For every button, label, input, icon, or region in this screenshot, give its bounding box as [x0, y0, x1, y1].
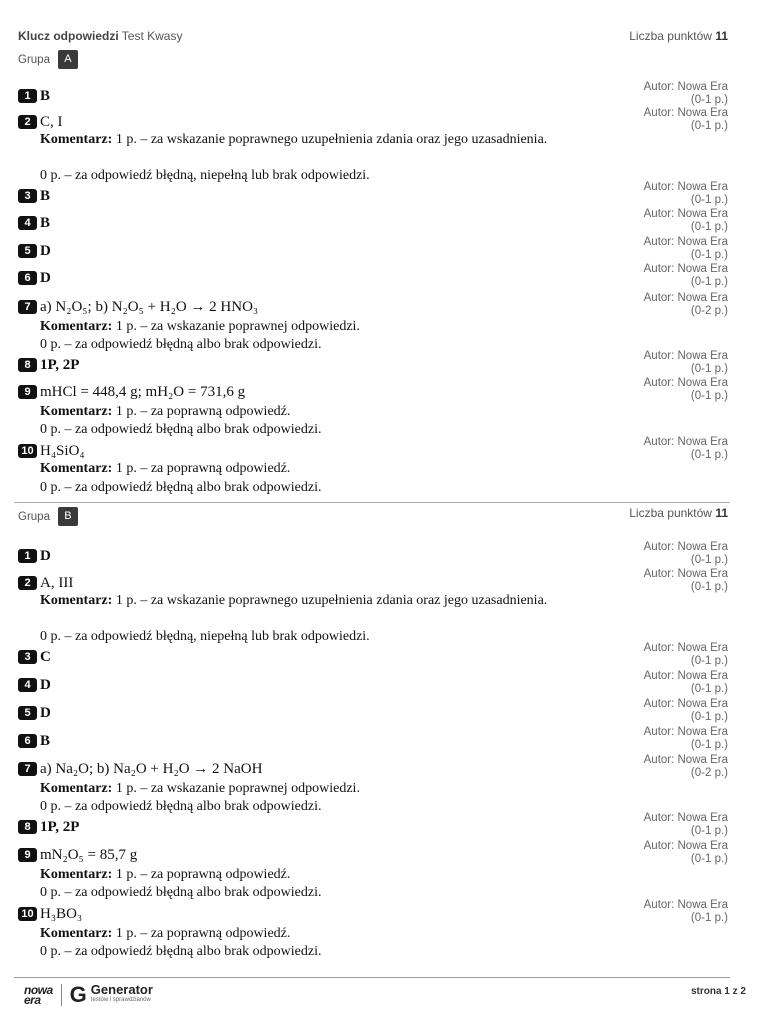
comment: Komentarz: 1 p. – za wskazanie poprawnej odpowiedzi. — [40, 319, 360, 334]
group-label: Grupa B — [18, 507, 728, 526]
question-meta: Autor: Nowa Era (0-1 p.) — [643, 436, 728, 461]
question-number: 6 — [18, 271, 37, 285]
group-badge: B — [58, 507, 78, 526]
answer: B — [40, 88, 51, 104]
question-number: 4 — [18, 678, 37, 692]
question-number: 9 — [18, 385, 37, 399]
group-b-section — [18, 506, 728, 959]
question-number: 10 — [18, 907, 37, 921]
comment-zero-points: 0 p. – za odpowiedź błędną, niepełną lub brak odpowiedzi. — [40, 168, 370, 183]
question-meta: Autor: Nowa Era (0-1 p.) — [643, 698, 728, 723]
question-number: 10 — [18, 444, 37, 458]
footer-divider — [14, 977, 730, 978]
answer: D — [40, 270, 51, 286]
answer: C, I — [40, 114, 63, 130]
points-total: Liczba punktów 11 — [629, 506, 728, 520]
question-meta: Autor: Nowa Era (0-1 p.) — [643, 541, 728, 566]
points-total: Liczba punktów 11 — [629, 29, 728, 43]
comment-zero-points: 0 p. – za odpowiedź błędną albo brak odpowiedzi. — [40, 422, 322, 437]
answer: a) N₂O₅; b) N₂O₅ + H₂O → 2 HNO₃ — [40, 299, 259, 315]
question-meta: Autor: Nowa Era (0-1 p.) — [643, 181, 728, 206]
answer: mN₂O₅ = 85,7 g — [40, 847, 138, 863]
comment: Komentarz: 1 p. – za wskazanie poprawnego uzupełnienia zdania oraz jego uzasadnienia. — [40, 593, 548, 608]
comment: Komentarz: 1 p. – za poprawną odpowiedź. — [40, 461, 291, 476]
page-number: strona 1 z 2 — [690, 986, 746, 997]
question-meta: Autor: Nowa Era (0-1 p.) — [643, 350, 728, 375]
answer: D — [40, 548, 51, 564]
question-meta: Autor: Nowa Era (0-1 p.) — [643, 899, 728, 924]
question-number: 7 — [18, 300, 37, 314]
question-number: 8 — [18, 820, 37, 834]
comment: Komentarz: 1 p. – za poprawną odpowiedź. — [40, 926, 291, 941]
comment-zero-points: 0 p. – za odpowiedź błędną albo brak odpowiedzi. — [40, 480, 322, 495]
answer: B — [40, 733, 51, 749]
answer: D — [40, 705, 51, 721]
question-meta: Autor: Nowa Era (0-2 p.) — [643, 754, 728, 779]
answer: C — [40, 649, 51, 665]
comment-zero-points: 0 p. – za odpowiedź błędną, niepełną lub brak odpowiedzi. — [40, 629, 370, 644]
question-meta: Autor: Nowa Era (0-2 p.) — [643, 292, 728, 317]
group-a-section — [18, 50, 728, 495]
question-number: 2 — [18, 576, 37, 590]
logo-separator — [61, 984, 62, 1006]
comment-zero-points: 0 p. – za odpowiedź błędną albo brak odpowiedzi. — [40, 885, 322, 900]
generator-icon: G — [69, 982, 87, 1007]
answer: B — [40, 215, 51, 231]
comment: Komentarz: 1 p. – za poprawną odpowiedź. — [40, 404, 291, 419]
question-number: 9 — [18, 848, 37, 862]
answer: H₄SiO₄ — [40, 443, 85, 459]
question-meta: Autor: Nowa Era (0-1 p.) — [643, 236, 728, 261]
group-divider — [14, 502, 730, 503]
comment: Komentarz: 1 p. – za poprawną odpowiedź. — [40, 867, 291, 882]
question-number: 3 — [18, 650, 37, 664]
comment-zero-points: 0 p. – za odpowiedź błędną albo brak odpowiedzi. — [40, 337, 322, 352]
question-number: 8 — [18, 358, 37, 372]
question-meta: Autor: Nowa Era (0-1 p.) — [643, 568, 728, 593]
question-number: 5 — [18, 244, 37, 258]
comment-zero-points: 0 p. – za odpowiedź błędną albo brak odpowiedzi. — [40, 799, 322, 814]
question-meta: Autor: Nowa Era (0-1 p.) — [643, 107, 728, 132]
question-number: 6 — [18, 734, 37, 748]
question-meta: Autor: Nowa Era (0-1 p.) — [643, 377, 728, 402]
answer: D — [40, 243, 51, 259]
answer: A, III — [40, 575, 74, 591]
question-number: 4 — [18, 216, 37, 230]
comment: Komentarz: 1 p. – za wskazanie poprawnego uzupełnienia zdania oraz jego uzasadnienia. — [40, 132, 548, 147]
page-header — [18, 29, 728, 43]
answer: B — [40, 188, 51, 204]
question-meta: Autor: Nowa Era (0-1 p.) — [643, 726, 728, 751]
publisher-logo: nowa era — [24, 983, 53, 1007]
document-title: Klucz odpowiedzi Test Kwasy — [18, 29, 183, 43]
answer: mHCl = 448,4 g; mH₂O = 731,6 g — [40, 384, 246, 400]
question-meta: Autor: Nowa Era (0-1 p.) — [643, 263, 728, 288]
question-number: 1 — [18, 549, 37, 563]
generator-logo: Generator testów i sprawdzianów — [90, 982, 153, 1003]
question-meta: Autor: Nowa Era (0-1 p.) — [643, 81, 728, 106]
answer: 1P, 2P — [40, 357, 80, 373]
question-meta: Autor: Nowa Era (0-1 p.) — [643, 840, 728, 865]
group-label: Grupa A — [18, 50, 728, 69]
question-meta: Autor: Nowa Era (0-1 p.) — [643, 812, 728, 837]
question-number: 1 — [18, 89, 37, 103]
question-number: 7 — [18, 762, 37, 776]
question-meta: Autor: Nowa Era (0-1 p.) — [643, 670, 728, 695]
answer: 1P, 2P — [40, 819, 80, 835]
question-number: 5 — [18, 706, 37, 720]
question-meta: Autor: Nowa Era (0-1 p.) — [643, 208, 728, 233]
group-badge: A — [58, 50, 78, 69]
question-number: 2 — [18, 115, 37, 129]
answer: a) Na₂O; b) Na₂O + H₂O → 2 NaOH — [40, 761, 263, 777]
answer: D — [40, 677, 51, 693]
footer-logo — [24, 983, 153, 1007]
comment: Komentarz: 1 p. – za wskazanie poprawnej odpowiedzi. — [40, 781, 360, 796]
question-number: 3 — [18, 189, 37, 203]
answer: H₃BO₃ — [40, 906, 83, 922]
question-meta: Autor: Nowa Era (0-1 p.) — [643, 642, 728, 667]
comment-zero-points: 0 p. – za odpowiedź błędną albo brak odpowiedzi. — [40, 944, 322, 959]
